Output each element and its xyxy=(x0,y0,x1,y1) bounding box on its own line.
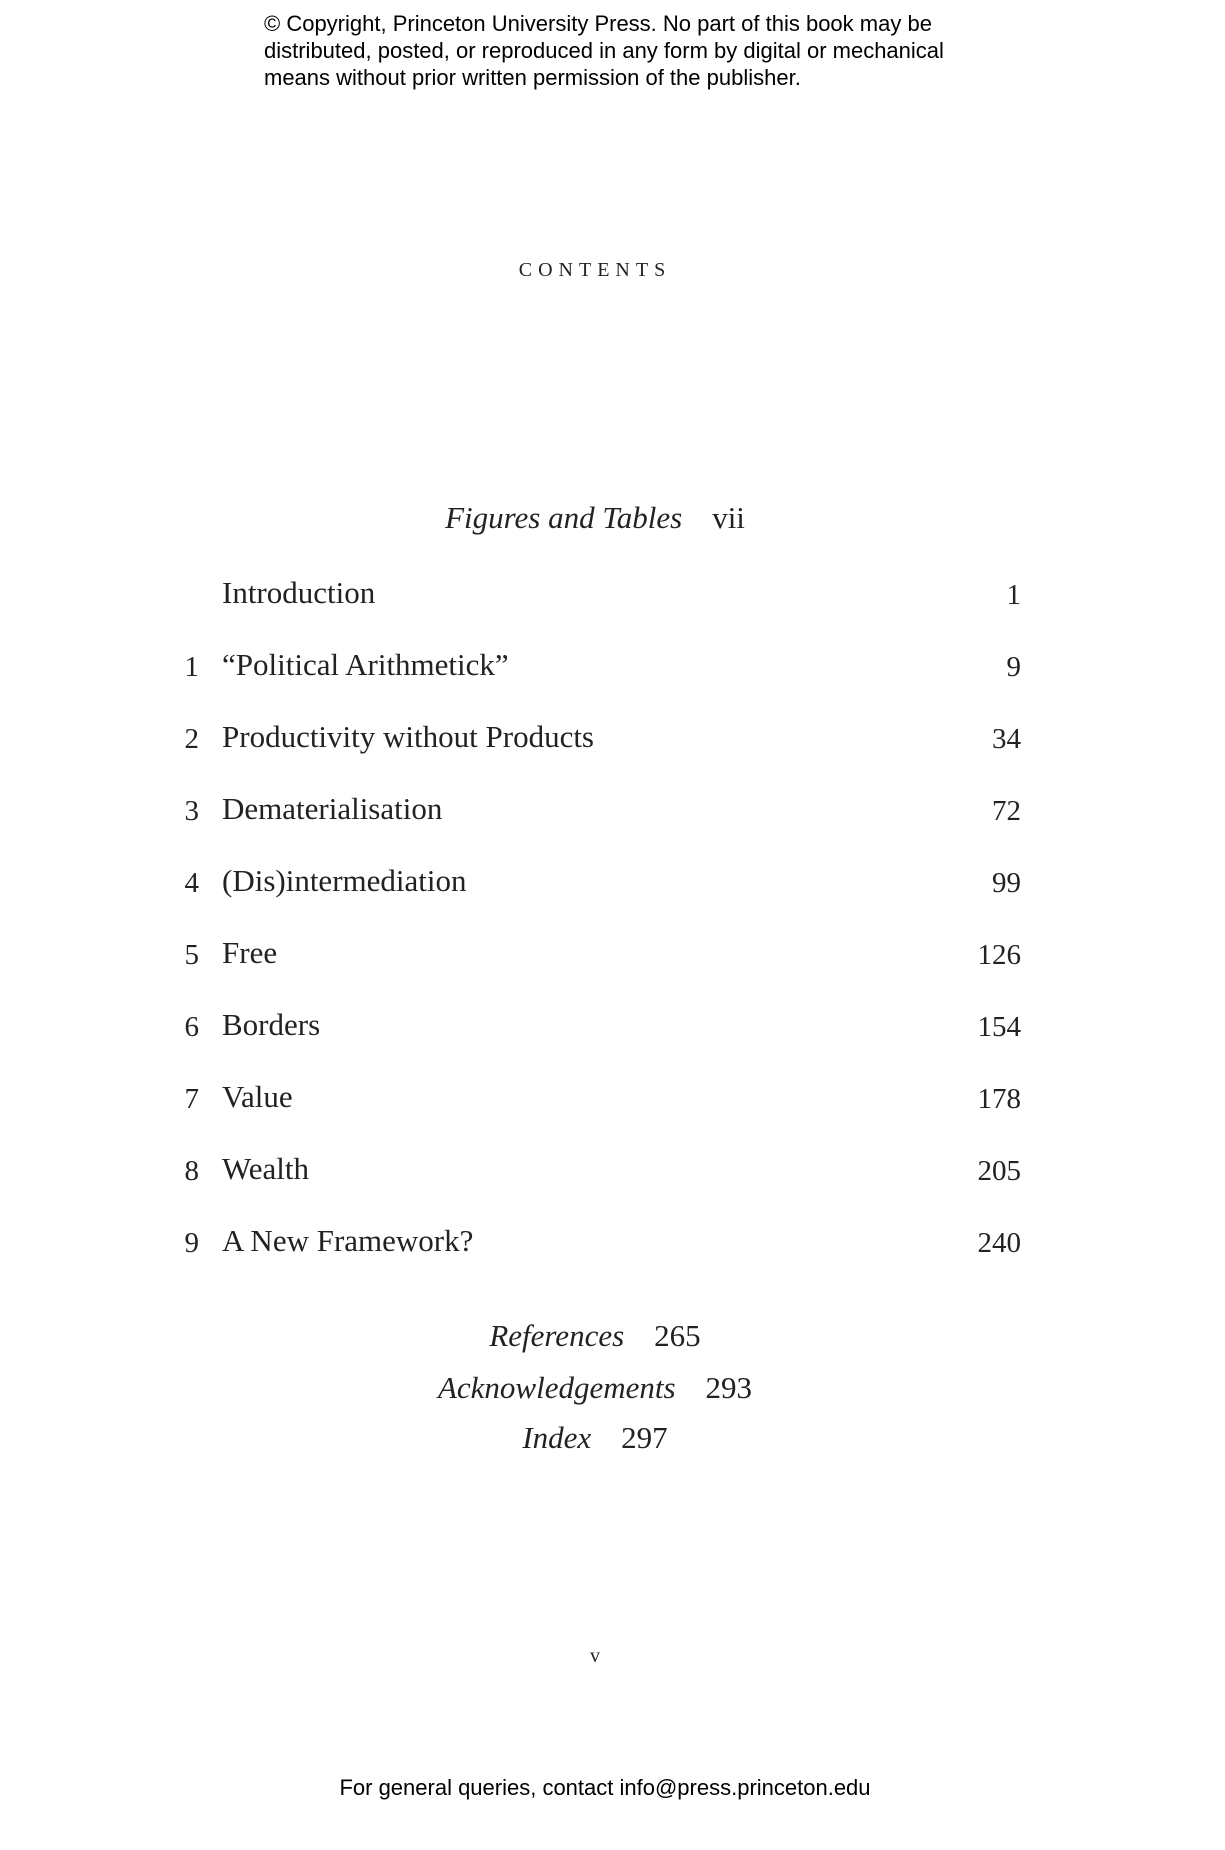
toc-entry[interactable] xyxy=(0,719,1225,779)
chapter-number: 3 xyxy=(184,795,199,827)
copyright-line: © Copyright, Princeton University Press. No part of this book may be xyxy=(264,11,932,36)
entry-title: Acknowledgements xyxy=(437,1370,676,1405)
entry-page: 265 xyxy=(654,1318,701,1353)
chapter-number: 8 xyxy=(184,1155,199,1187)
copyright-notice xyxy=(264,10,1024,91)
chapter-page: 34 xyxy=(992,723,1021,755)
chapter-number: 1 xyxy=(184,651,199,683)
contents-heading: contents xyxy=(518,252,672,283)
footer-contact: For general queries, contact info@press.princeton.edu xyxy=(339,1775,871,1800)
entry-title: Figures and Tables xyxy=(445,500,683,535)
entry-page: vii xyxy=(712,500,745,535)
back-matter-entry[interactable] xyxy=(0,1420,1190,1456)
chapter-page: 9 xyxy=(1006,651,1021,683)
copyright-line: distributed, posted, or reproduced in any form by digital or mechanical xyxy=(264,38,944,63)
toc-entry[interactable] xyxy=(0,935,1225,995)
toc-entry[interactable] xyxy=(0,1151,1225,1211)
front-matter-entry[interactable] xyxy=(0,500,1190,536)
chapter-title: A New Framework? xyxy=(222,1223,474,1258)
back-matter-entry[interactable] xyxy=(0,1318,1190,1354)
chapter-title: Wealth xyxy=(222,1151,310,1186)
chapter-title: Introduction xyxy=(222,575,376,610)
chapter-page: 99 xyxy=(992,867,1021,899)
chapter-page: 72 xyxy=(992,795,1021,827)
chapter-title: Productivity without Products xyxy=(222,719,594,754)
chapter-title: “Political Arithmetick” xyxy=(222,647,509,682)
toc-entry[interactable] xyxy=(0,647,1225,707)
entry-page: 297 xyxy=(621,1420,668,1455)
toc-entry[interactable] xyxy=(0,863,1225,923)
chapter-number: 4 xyxy=(184,867,199,899)
back-matter-entry[interactable] xyxy=(0,1370,1190,1406)
chapter-number: 2 xyxy=(184,723,199,755)
chapter-page: 154 xyxy=(977,1011,1021,1043)
chapter-title: Free xyxy=(222,935,278,970)
copyright-line: means without prior written permission of the publisher. xyxy=(264,65,801,90)
chapter-page: 205 xyxy=(977,1155,1021,1187)
chapter-title: Value xyxy=(222,1079,293,1114)
entry-page: 293 xyxy=(705,1370,753,1405)
entry-title: References xyxy=(489,1318,625,1353)
page-number: v xyxy=(590,1645,600,1667)
chapter-number: 6 xyxy=(184,1011,199,1043)
toc-entry[interactable] xyxy=(0,1223,1225,1283)
entry-title: Index xyxy=(522,1420,592,1455)
chapter-page: 240 xyxy=(977,1227,1021,1259)
toc-entry[interactable] xyxy=(0,1079,1225,1139)
chapter-title: (Dis)intermediation xyxy=(222,863,467,898)
toc-entry[interactable] xyxy=(0,575,1225,635)
chapter-title: Dematerialisation xyxy=(222,791,443,826)
toc-entry[interactable] xyxy=(0,1007,1225,1067)
toc-entry[interactable] xyxy=(0,791,1225,851)
chapter-page: 126 xyxy=(977,939,1021,971)
chapter-title: Borders xyxy=(222,1007,321,1042)
chapter-page: 1 xyxy=(1006,579,1021,611)
chapter-page: 178 xyxy=(977,1083,1021,1115)
chapter-number: 7 xyxy=(184,1083,199,1115)
chapter-number: 9 xyxy=(184,1227,199,1259)
chapter-number: 5 xyxy=(184,939,199,971)
